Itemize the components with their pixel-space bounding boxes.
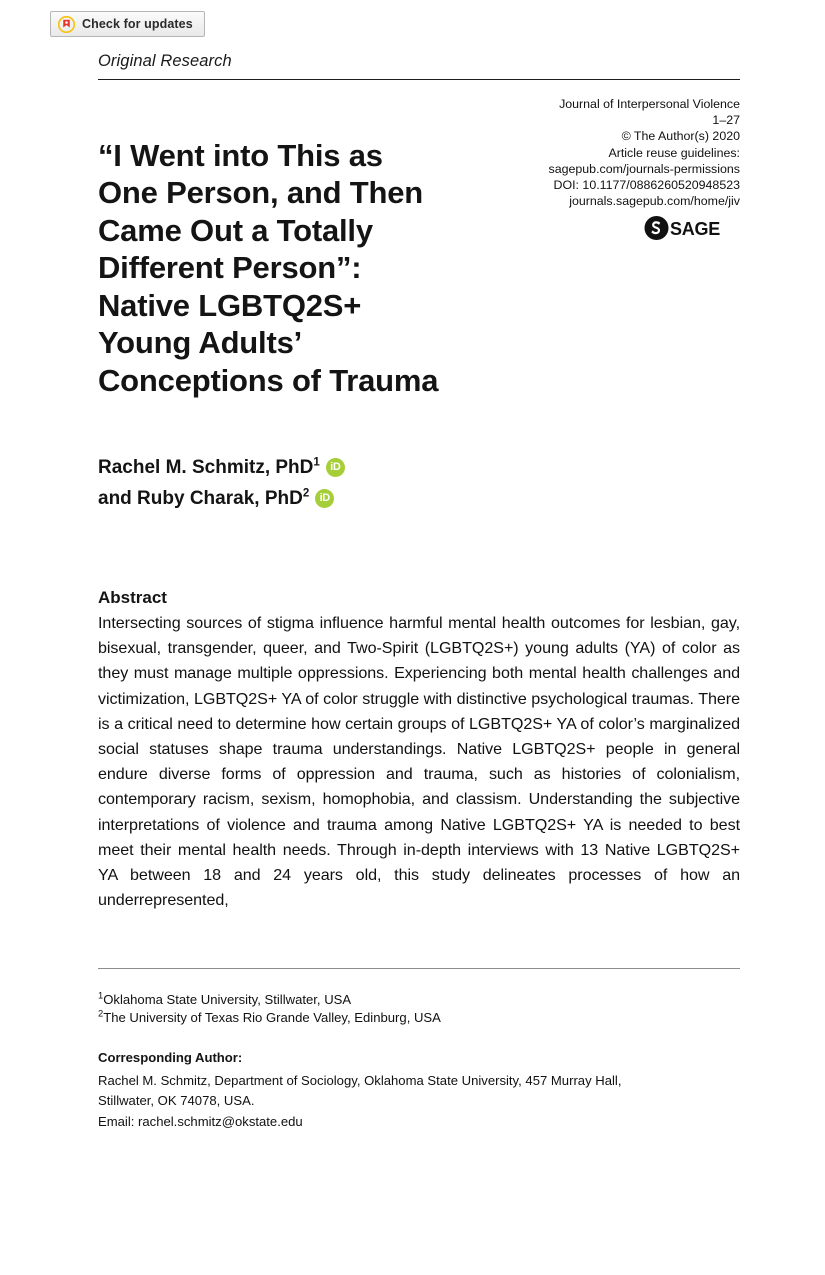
title-line: “I Went into This as <box>98 137 383 173</box>
abstract-heading: Abstract <box>98 588 167 607</box>
title-line: Young Adults’ <box>98 325 303 361</box>
author-entry <box>98 483 618 514</box>
svg-text:SAGE: SAGE <box>670 219 721 240</box>
affiliation-marker: 2 <box>98 1008 104 1020</box>
permissions-url[interactable]: sagepub.com/journals-permissions <box>548 161 740 176</box>
article-title <box>98 137 518 400</box>
title-line: Native LGBTQ2S+ <box>98 287 362 323</box>
journal-homepage-url[interactable]: journals.sagepub.com/home/jiv <box>569 194 740 209</box>
affiliation-item: $^1$Oklahoma State University, Stillwater, USA <box>98 989 352 1007</box>
corresponding-address-line: Rachel M. Schmitz, Department of Sociology, Oklahoma State University, 457 Murray Hall, <box>98 1072 622 1088</box>
abstract-section <box>98 588 740 913</box>
abstract-text: Intersecting sources of stigma influence harmful mental health outcomes for lesbian, gay, bisexual, transgender, queer, and Two-Spirit (LGBTQ2S+) young adults (YA) of color as they must manage multiple oppressions. Experiencing both mental health challenges and victimization, LGBTQ2S+ YA of color struggle with distinctive psychological traumas. There is a critical need to determine how certain groups of LGBTQ2S+ YA of color’s marginalized social statuses shape trauma understandings. Native LGBTQ2S+ people in general endure diverse forms of oppression and trauma, such as histories of colonialism, contemporary racism, sexism, homophobia, and classism. Understanding the subjective interpretations of violence and trauma among Native LGBTQ2S+ YA is needed to best meet their mental health needs. Through in-depth interviews with 13 Native LGBTQ2S+ YA between 18 and 24 years old, this study delineates processes of how an underrepresented, <box>98 614 740 910</box>
reuse-guidelines-label: Article reuse guidelines: <box>608 145 740 160</box>
running-head: Original Research <box>98 52 232 70</box>
header-divider <box>98 79 740 80</box>
orcid-icon[interactable]: iD <box>315 489 334 508</box>
crossmark-icon <box>58 16 75 33</box>
corresponding-email[interactable]: Email: rachel.schmitz@okstate.edu <box>98 1113 303 1129</box>
title-line: Came Out a Totally <box>98 212 373 248</box>
footnote-divider <box>98 968 740 969</box>
author-list <box>98 452 618 514</box>
page-range: 1–27 <box>712 113 740 128</box>
author-name: and Ruby Charak, PhD$^2$ <box>98 487 310 509</box>
orcid-icon[interactable]: iD <box>326 458 345 477</box>
check-for-updates-badge[interactable] <box>50 11 205 37</box>
journal-title: Journal of Interpersonal Violence <box>559 97 740 111</box>
corresponding-author-heading: Corresponding Author: <box>98 1050 243 1065</box>
title-line: One Person, and Then <box>98 175 423 211</box>
author-entry <box>98 452 618 483</box>
affiliations-block <box>98 991 740 1028</box>
title-line: Different Person”: <box>98 250 362 286</box>
affiliation-marker: 2 <box>302 487 310 500</box>
affiliation-item: $^2$The University of Texas Rio Grande Valley, Edinburg, USA <box>98 1008 441 1026</box>
corresponding-author-block <box>98 1048 740 1132</box>
title-line: Conceptions of Trauma <box>98 362 439 398</box>
doi-line[interactable]: DOI: 10.1177/0886260520948523 <box>553 178 740 193</box>
affiliation-marker: 1 <box>98 989 104 1001</box>
check-for-updates-label: Check for updates <box>82 17 193 31</box>
corresponding-address-line: Stillwater, OK 74078, USA. <box>98 1093 255 1109</box>
author-name: Rachel M. Schmitz, PhD$^1$ <box>98 456 320 478</box>
copyright-line: © The Author(s) 2020 <box>621 129 740 144</box>
affiliation-marker: 1 <box>313 456 320 469</box>
